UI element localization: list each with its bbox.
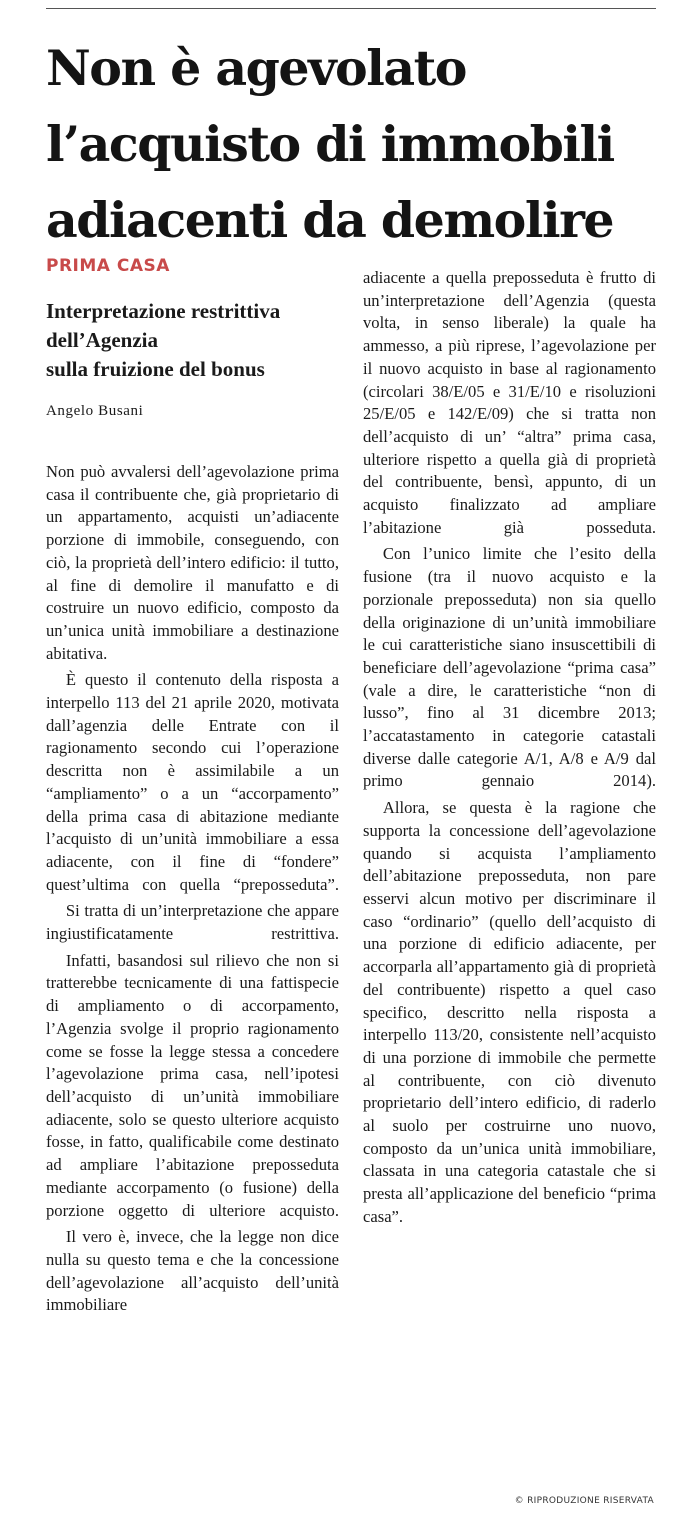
paragraph: Il vero è, invece, che la legge non dice nulla su questo tema e che la concessione dell’agevolazione all’acquisto dell’unità immobiliare xyxy=(46,1227,339,1315)
copyright-notice: © RIPRODUZIONE RISERVATA xyxy=(514,1496,654,1506)
top-rule xyxy=(46,8,656,9)
headline-line-3: adiacenti da demolire xyxy=(46,191,614,249)
headline-line-1: Non è agevolato xyxy=(46,39,466,97)
subhead-line-1: Interpretazione restrittiva xyxy=(46,299,281,323)
paragraph: Con l’unico limite che l’esito della fusione (tra il nuovo acquisto e la porzionale preposseduta) non sia quello della originazione di un’unità immobiliare le cui caratteristiche siano insuscettibili di beneficiare dell’agevolazione “prima casa” (vale a dire, le caratteristiche “non di lusso”, fino al 31 dicembre 2013; l’accatastamento in categorie catastali diverse dalle categorie A/1, A/8 e A/9 dal primo gennaio 2014). xyxy=(363,544,656,791)
section-kicker: PRIMA CASA xyxy=(46,256,170,276)
paragraph: adiacente a quella preposseduta è frutto di un’interpretazione dell’Agenzia (questa volta, in senso liberale) la quale ha ammesso, a più riprese, l’agevolazione per il nuovo acquisto in base al ragionamento (circolari 38/E/05 e 31/E/10 e risoluzioni 25/E/05 e 142/E/09) che si tratta non dell’acquisto di un’ “altra” prima casa, ulteriore rispetto a quella già di proprietà del contribuente, bensì, appunto, di un acquisto finalizzato ad ampliare l’abitazione già posseduta. xyxy=(363,268,656,537)
article-column-2 xyxy=(363,267,656,1233)
paragraph: Non può avvalersi dell’agevolazione prima casa il contribuente che, già proprietario di un appartamento, acquisti un’adiacente porzione di immobile, conseguendo, con ciò, la proprietà dell’intero edificio: il tutto, al fine di demolire il manufatto e di costruire un nuovo edificio, composto da un’unica unità immobiliare a destinazione abitativa. xyxy=(46,462,339,663)
headline-line-2: l’acquisto di immobili xyxy=(46,115,614,173)
headline xyxy=(46,30,686,258)
subhead-line-2: dell’Agenzia xyxy=(46,328,158,352)
article-column-1 xyxy=(46,461,339,1321)
subheadline xyxy=(46,297,346,384)
paragraph: Infatti, basandosi sul rilievo che non si tratterebbe tecnicamente di una fattispecie di ampliamento o di accorpamento, l’Agenzia svolge il proprio ragionamento come se fosse la legge stessa a concedere l’agevolazione prima casa, nell’ipotesi dell’acquisto di un’unità immobiliare adiacente, solo se questo ulteriore acquisto fosse, in fatto, qualificabile come destinato ad ampliare l’abitazione preposseduta mediante accorpamento (o fusione) della porzione oggetto di ulteriore acquisto. xyxy=(46,950,339,1220)
author-byline: Angelo Busani xyxy=(46,403,144,419)
paragraph: È questo il contenuto della risposta a interpello 113 del 21 aprile 2020, motivata dall’agenzia delle Entrate con il ragionamento secondo cui l’operazione descritta non è assimilabile a un “ampliamento” o a un “accorpamento” della prima casa di abitazione mediante l’acquisto di un’unità immobiliare a essa adiacente, con il fine di “fondere” quest’ultima con quella “preposseduta”. xyxy=(46,670,339,894)
paragraph: Allora, se questa è la ragione che supporta la concessione dell’agevolazione quando si acquista l’ampliamento dell’abitazione preposseduta, non pare esservi alcun motivo per discriminare il caso “ordinario” (quello dell’acquisto di una porzione di edificio adiacente, per accorparla all’appartamento già di proprietà del contribuente) rispetto a quel caso specifico, descritto nella risposta a interpello 113/20, consistente nell’acquisto di una porzione di immobile che permette al contribuente, con ciò divenuto proprietario dell’intero edificio, di raderlo al suolo per costruirne uno nuovo, composto da un’unica unità immobiliare, classata in una categoria catastale che si presta all’applicazione del beneficio “prima casa”. xyxy=(363,798,656,1226)
subhead-line-3: sulla fruizione del bonus xyxy=(46,357,265,381)
paragraph: Si tratta di un’interpretazione che appare ingiustificatamente restrittiva. xyxy=(46,901,339,944)
